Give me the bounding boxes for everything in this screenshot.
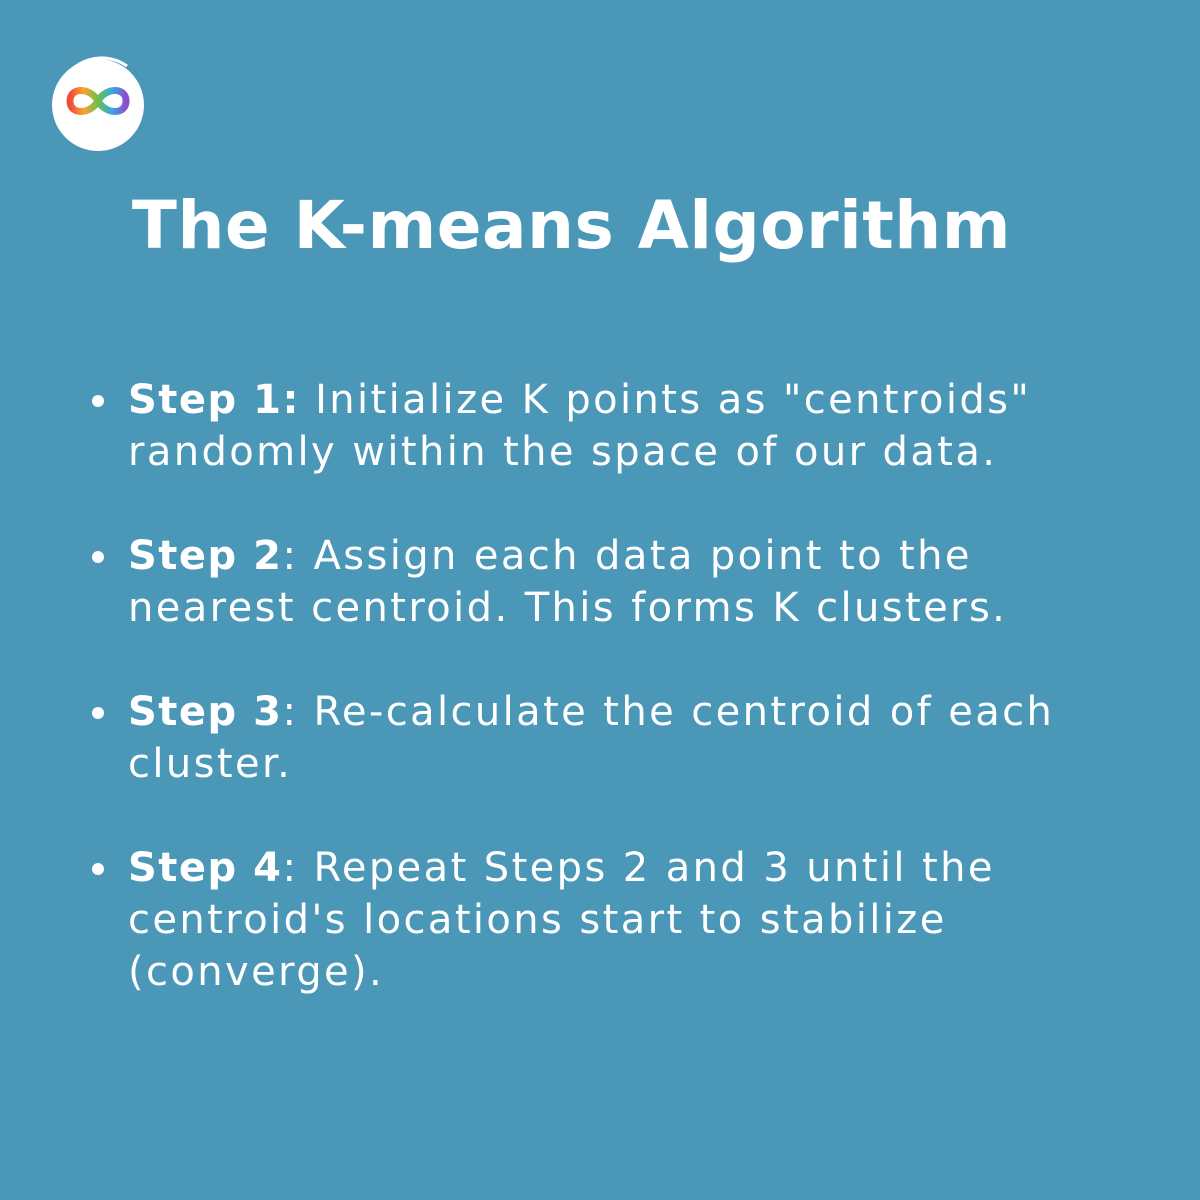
step-separator: : xyxy=(282,689,299,735)
bullet-icon xyxy=(92,707,104,719)
step-text: Initialize K points as "centroids" randomly within the space of our data. xyxy=(128,377,1032,475)
step-separator: : xyxy=(282,533,299,579)
step-label: Step 1: xyxy=(128,377,300,423)
list-item xyxy=(128,842,1138,998)
bullet-icon xyxy=(92,551,104,563)
step-text: Re-calculate the centroid of each cluster. xyxy=(128,689,1055,787)
page-title: The K-means Algorithm xyxy=(131,187,1012,264)
list-item xyxy=(128,686,1138,790)
list-item xyxy=(128,530,1138,634)
bullet-icon xyxy=(92,863,104,875)
bullet-icon xyxy=(92,395,104,407)
step-text: Repeat Steps 2 and 3 until the centroid's locations start to stabilize (converge). xyxy=(128,845,995,995)
steps-list xyxy=(128,374,1138,998)
infinity-logo xyxy=(47,54,149,156)
step-separator: : xyxy=(282,845,299,891)
step-label: Step 2 xyxy=(128,533,283,579)
step-label: Step 4 xyxy=(128,845,283,891)
step-label: Step 3 xyxy=(128,689,283,735)
list-item xyxy=(128,374,1138,478)
step-text: Assign each data point to the nearest centroid. This forms K clusters. xyxy=(128,533,1008,631)
infinity-logo-icon xyxy=(47,54,149,156)
